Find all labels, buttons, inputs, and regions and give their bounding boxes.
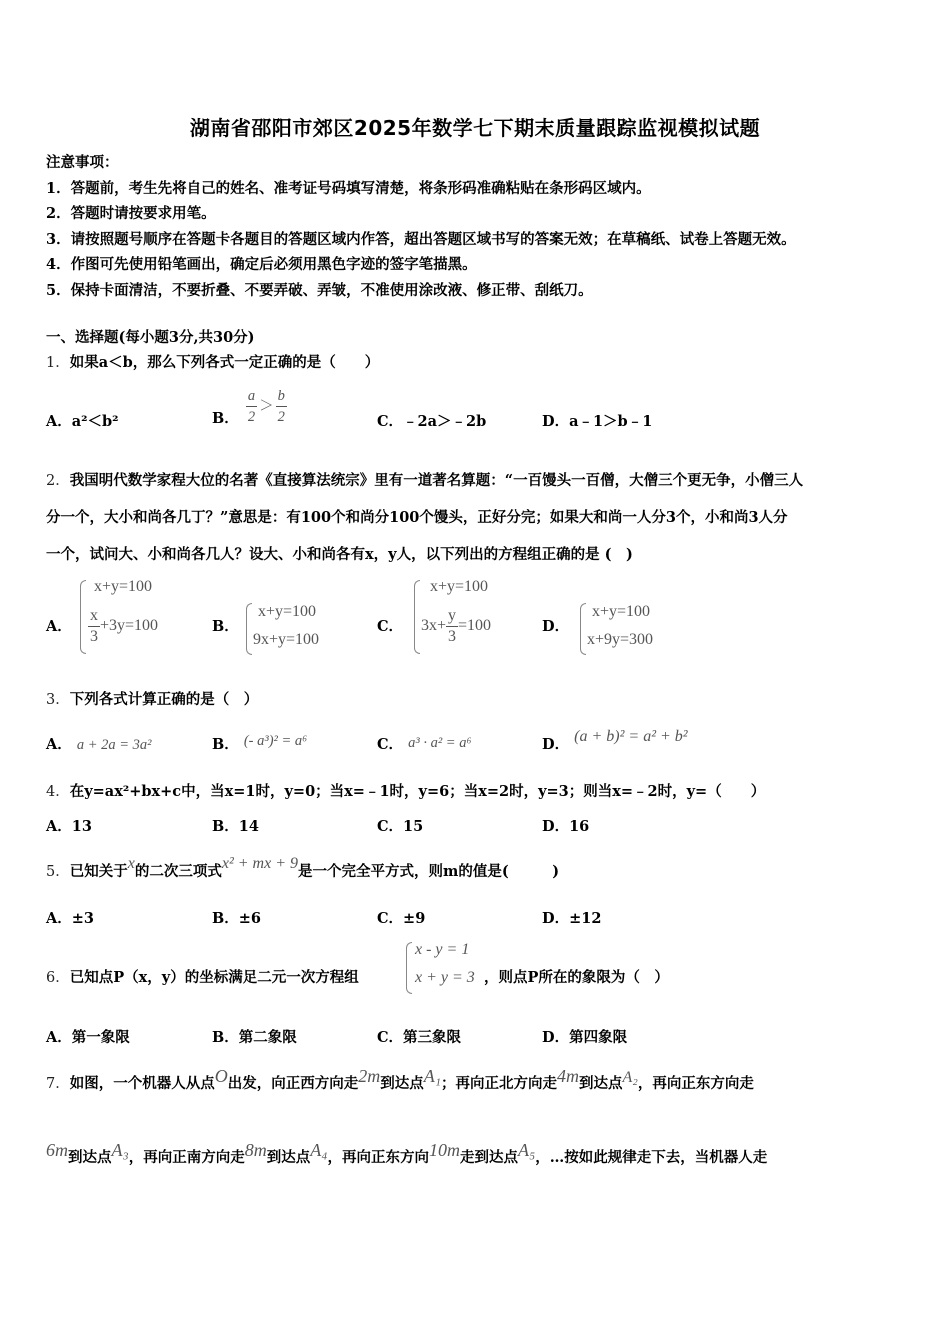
question-7-line-1 <box>46 1066 754 1093</box>
math-point: A₃ <box>111 1140 129 1160</box>
math-point: A₁ <box>423 1066 441 1086</box>
option-text: a²＜b² <box>71 413 119 430</box>
q5-option-a: A．±3 <box>46 910 94 927</box>
q5-option-b: B．±6 <box>212 910 261 927</box>
option-text: a﹣1＞b﹣1 <box>569 413 653 430</box>
brace <box>406 942 412 994</box>
question-text: ，再向正东方向走 <box>637 1075 754 1092</box>
q1-option-a <box>46 410 119 431</box>
question-text: ，则点P所在的象限为（ ） <box>484 969 669 986</box>
fraction: $\frac{a}{2}$ <box>247 388 256 425</box>
question-3 <box>46 688 258 709</box>
question-text: 走到达点 <box>460 1149 519 1166</box>
note-item: 2．答题时请按要求用笔。 <box>46 205 216 222</box>
q2-option-b-system <box>246 601 346 655</box>
note-item: 3．请按照题号顺序在答题卡各题目的答题区域内作答，超出答题区域书写的答案无效；在草稿纸、试卷上答题无效。 <box>46 230 796 248</box>
q1-option-b <box>212 386 289 427</box>
q3-option-c <box>377 733 472 754</box>
compare-symbol: ＞ <box>259 398 274 415</box>
question-text: 如图，一个机器人从点 <box>69 1075 215 1092</box>
question-6-prefix <box>46 966 359 987</box>
q2-option-c-system <box>414 578 524 656</box>
question-text: ，再向正南方向走 <box>128 1149 245 1166</box>
question-text: 已知点P（x，y）的坐标满足二元一次方程组 <box>69 969 359 986</box>
question-number: 6． <box>46 970 70 986</box>
question-text: 如果a＜b，那么下列各式一定正确的是（ ） <box>69 354 380 371</box>
question-2 <box>46 469 803 490</box>
option-label: D． <box>542 413 570 430</box>
equation-1: x - y = 1 <box>415 941 470 958</box>
question-text: 到达点 <box>380 1075 424 1092</box>
note-item: 1．答题前，考生先将自己的姓名、准考证号码填写清楚，将条形码准确粘贴在条形码区域内。 <box>46 179 651 197</box>
option-label: C． <box>377 413 404 430</box>
option-label: D． <box>542 736 570 753</box>
question-number: 5． <box>46 864 70 880</box>
note-item: 5．保持卡面清洁，不要折叠、不要弄破、弄皱，不准使用涂改液、修正带、刮纸刀。 <box>46 281 593 299</box>
brace <box>414 580 420 654</box>
q1-option-c <box>377 410 486 431</box>
q5-option-c: C．±9 <box>377 910 426 927</box>
math-point: A₂ <box>622 1069 638 1086</box>
equation-1: x+y=100 <box>430 578 489 595</box>
brace <box>80 580 86 654</box>
math-distance: 6m <box>46 1140 68 1160</box>
math-distance: 4m <box>557 1066 579 1086</box>
q3-option-a <box>46 733 152 754</box>
question-text: ；再向正北方向走 <box>441 1075 557 1092</box>
question-text: 到达点 <box>266 1149 311 1166</box>
math-variable: x <box>127 855 135 872</box>
question-number: 7． <box>46 1076 70 1092</box>
option-text: (- a³)² = a⁶ <box>243 733 308 749</box>
question-1 <box>46 351 379 372</box>
equation-1: x+y=100 <box>592 603 651 620</box>
q5-option-d: D．±12 <box>542 910 602 927</box>
math-point: A₄ <box>310 1140 328 1160</box>
brace <box>246 603 252 655</box>
option-text: ﹣2a＞﹣2b <box>403 413 487 430</box>
question-7-line-2 <box>46 1140 768 1167</box>
question-number: 2． <box>46 473 70 489</box>
equation-2: 9x+y=100 <box>253 631 320 648</box>
option-text: (a + b)² = a² + b² <box>574 728 688 745</box>
equation-1: x+y=100 <box>94 578 153 595</box>
equation-2: $\frac{x}{3}$ +3y=100 <box>90 607 159 645</box>
math-point: A₅ <box>518 1140 536 1160</box>
q2-option-c-label: C． <box>377 618 404 635</box>
question-text-line: 一个，试问大、小和尚各几人？设大、小和尚各有x，y人，以下列出的方程组正确的是 ( ) <box>46 546 633 563</box>
question-text: 到达点 <box>579 1075 623 1092</box>
question-text: 在y=ax²+bx+c中，当x=1时，y=0；当x=﹣1时，y=6；当x=2时，y=3；则当x=﹣2时，y=（ ） <box>69 783 766 800</box>
q2-option-d-label: D． <box>542 618 570 635</box>
math-distance: 8m <box>244 1140 267 1160</box>
question-text: ，再向正东方向 <box>327 1149 430 1166</box>
q2-option-a-system <box>80 578 190 656</box>
option-label: C． <box>377 736 404 753</box>
equation-2: x+9y=300 <box>587 631 654 648</box>
q6-option-a: A．第一象限 <box>46 1029 130 1046</box>
q2-option-a-label: A． <box>46 618 72 635</box>
question-text: 是一个完全平方式，则m的值是( ) <box>298 863 560 880</box>
option-label: B． <box>212 409 239 427</box>
math-distance: 10m <box>429 1140 461 1160</box>
q2-option-d-system <box>580 601 680 655</box>
q4-option-d: D．16 <box>542 818 590 835</box>
question-5 <box>46 855 560 881</box>
equation-1: x+y=100 <box>258 603 317 620</box>
option-label: B． <box>212 736 239 753</box>
q4-option-c: C．15 <box>377 818 424 835</box>
question-number: 4． <box>46 784 70 800</box>
question-4 <box>46 780 765 801</box>
question-text: 的二次三项式 <box>134 863 222 880</box>
q3-option-b <box>212 733 307 754</box>
q6-option-b: B．第二象限 <box>212 1029 297 1046</box>
q4-option-a: A．13 <box>46 818 92 835</box>
q6-equation-system <box>406 940 486 994</box>
question-number: 1． <box>46 355 70 371</box>
q2-option-b-label: B． <box>212 618 239 635</box>
question-text-line: 分一个，大小和尚各几丁？”意思是：有100个和尚分100个馒头，正好分完；如果大和尚一人分3个，小和尚3人分 <box>46 509 788 526</box>
question-text: 下列各式计算正确的是（ ） <box>69 691 259 708</box>
question-text: 到达点 <box>68 1149 112 1166</box>
option-label: A． <box>46 736 72 753</box>
q3-option-d <box>542 728 688 754</box>
fraction: $\frac{b}{2}$ <box>277 388 285 425</box>
question-text: 出发，向正西方向走 <box>227 1075 359 1092</box>
note-item: 4．作图可先使用铅笔画出，确定后必须用黑色字迹的签字笔描黑。 <box>46 256 477 273</box>
question-text-line: 我国明代数学家程大位的名著《直接算法统宗》里有一道著名算题：“一百馒头一百僧，大僧三个更无争，小僧三人 <box>69 472 804 489</box>
option-text: a³ · a² = a⁶ <box>408 735 472 751</box>
brace <box>580 603 586 655</box>
notes-section <box>46 150 796 303</box>
equation-2: x + y = 3 <box>415 969 475 986</box>
option-text: a + 2a = 3a² <box>76 737 152 753</box>
math-point: O <box>214 1066 228 1086</box>
q4-option-b: B．14 <box>212 818 259 835</box>
page-title: 湖南省邵阳市郊区2025年数学七下期末质量跟踪监视模拟试题 <box>189 116 761 140</box>
section-heading: 一、选择题(每小题3分,共30分) <box>46 329 255 346</box>
q6-option-d: D．第四象限 <box>542 1029 628 1046</box>
option-label: A． <box>46 413 72 430</box>
equation-2: 3x+ $\frac{y}{3}$ =100 <box>421 607 492 645</box>
q6-option-c: C．第三象限 <box>377 1029 462 1046</box>
question-text: 已知关于 <box>69 863 128 880</box>
math-distance: 2m <box>358 1066 381 1086</box>
notes-heading: 注意事项： <box>46 154 119 171</box>
question-number: 3． <box>46 692 70 708</box>
q1-option-d <box>542 410 652 431</box>
question-text: ，…按如此规律走下去，当机器人走 <box>535 1149 768 1166</box>
math-expression: x² + mx + 9 <box>221 855 298 872</box>
